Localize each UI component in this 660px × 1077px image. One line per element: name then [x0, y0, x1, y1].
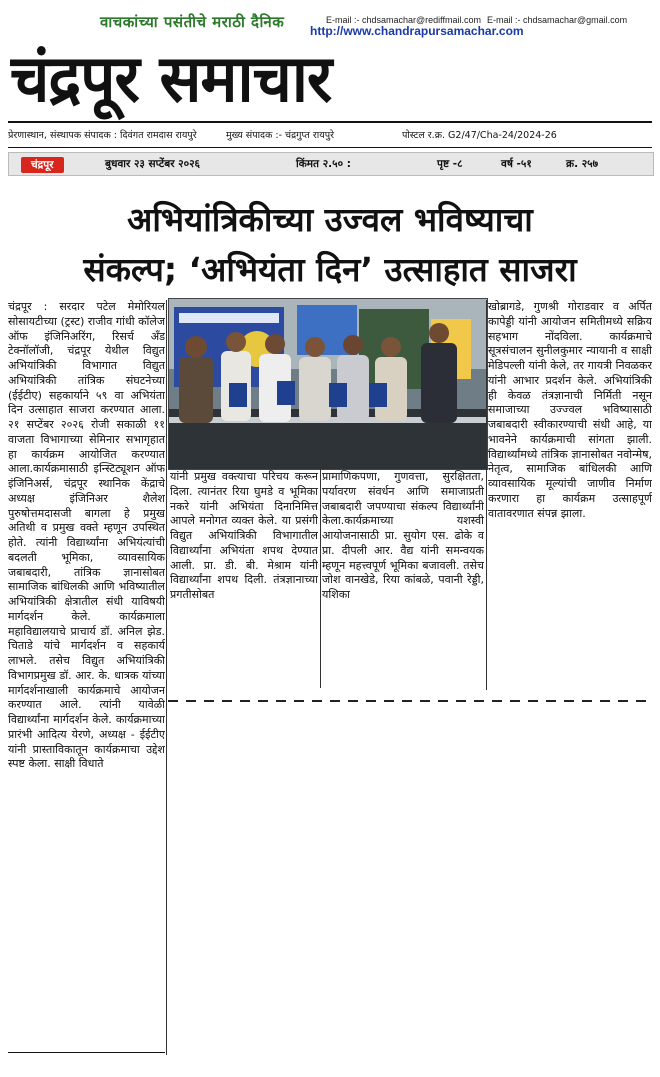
email-gmail: E-mail :- chdsamachar@gmail.com	[487, 15, 628, 25]
issue-price: किंमत २.५० :	[296, 158, 351, 170]
chief-editor: मुख्य संपादक :- चंद्रगुप्त रायपुरे	[226, 130, 334, 141]
column-end-rule	[8, 1052, 165, 1053]
column-2-text: यांनी प्रमुख वक्त्याचा परिचय करून दिला. त्यानंतर रिया घुमडे व भूमिका नकरे यांनी अभियंता दिनानिमित्त आपले मनोगत व्यक्त केले. या प्रसंगी विद्युत अभियांत्रिकी विभागातील विद्यार्थ्यांना अभियंता शपथ देण्यात आली. प्रा. डी. बी. मेश्राम यांनी विद्यार्थ्यांना शपथ दिली. तंत्रज्ञानाच्या प्रगतीसोबत	[170, 470, 318, 601]
editors-line	[8, 128, 652, 144]
column-rule-1	[166, 300, 167, 1055]
column-4-text: खोब्रागडे, गुणश्री गोराडवार व अर्पित कापेड्डी यांनी आयोजन समितीमध्ये सक्रिय सहभाग नोंदविला. कार्यक्रमाचे सूत्रसंचालन सुनीलकुमार न्यायानी व साक्षी मेडिपल्ली यांनी केले, तर गायत्री निवळकर यांनी आभार प्रदर्शन केले. अभियांत्रिकी ही केवळ तंत्रज्ञानाची निर्मिती नसून समाजाच्या उज्ज्वल भविष्यासाठी जबाबदारी स्वीकारण्याची संधी आहे, या भावनेने कार्यक्रमाची सांगता झाली. विद्यार्थ्यांमध्ये तांत्रिक ज्ञानासोबत नवोन्मेष, नेतृत्व, सामाजिक बांधिलकी आणि व्यावसायिक मूल्यांची जाणीव निर्माण करणारा हा कार्यक्रम उत्साहपूर्ण वातावरणात संपन्न झाला.	[488, 300, 652, 520]
column-rule-2	[320, 468, 321, 688]
column-1-text: चंद्रपूर : सरदार पटेल मेमोरियल सोसायटीच्या (ट्रस्ट) राजीव गांधी कॉलेज ऑफ इंजिनिअरिंग, रिसर्च अँड टेक्नॉलॉजी, चंद्रपूर येथील विद्युत अभियांत्रिकी विभागात विद्युत अभियांत्रिकी तांत्रिक संघटनेच्या (ईईटीए) सहकार्याने ५९ वा अभियंता दिन उत्साहात साजरा करण्यात आला. २१ सप्टेंबर २०२६ रोजी सकाळी ११ वाजता विभागाच्या सेमिनार सभागृहात हा कार्यक्रम आयोजित करण्यात आला.कार्यक्रमासाठी इन्स्टिट्यूशन ऑफ इंजिनिअर्स, चंद्रपूर स्थानिक केंद्राचे अध्यक्ष इंजिनिअर शैलेश पुरुषोत्तमदासजी बागला हे प्रमुख अतिथी व प्रमुख वक्ते म्हणून उपस्थित होते. त्यांनी विद्यार्थ्यांना अभियंत्यांची बदलती भूमिका, व्यावसायिक जबाबदारी, तांत्रिक ज्ञानासोबत सामाजिक बांधिलकी आणि भविष्यातील अभियांत्रिकी क्षेत्रातील संधी याविषयी मार्गदर्शन केले. कार्यक्रमाला महाविद्यालयाचे प्राचार्य डॉ. अनिल झेड. चिताडे यांचे मार्गदर्शन व सहकार्य लाभले. तसेच विद्युत अभियांत्रिकी विभागप्रमुख डॉ. आर. के. धात्रक यांच्या मार्गदर्शनाखाली कार्यक्रमाचे आयोजन करण्यात आले. त्यांनी यावेळी विद्यार्थ्यांना मार्गदर्शन केले. कार्यक्रमाच्या प्रारंभी आदित्य येरणे, अध्यक्ष - ईईटीए यांनी प्रास्ताविकातून कार्यक्रमाचा उद्देश स्पष्ट केला. साक्षी विधाते	[8, 300, 165, 771]
headline-line-2: संकल्प; ‘अभियंता दिन’ उत्साहात साजरा	[83, 250, 577, 289]
page-count: पृष्ट -८	[437, 158, 463, 170]
headline-line-1: अभियांत्रिकीच्या उज्वल भविष्याचा	[127, 200, 533, 239]
newspaper-title: चंद्रपूर समाचार	[10, 40, 332, 117]
issue-date: बुधवार २३ सप्टेंबर २०२६	[105, 158, 200, 170]
column-rule-3	[486, 300, 487, 690]
dateline-bar	[8, 152, 654, 176]
city-badge: चंद्रपूर	[21, 157, 64, 173]
website-url: http://www.chandrapursamachar.com	[310, 24, 524, 38]
masthead-tagline: वाचकांच्या पसंतीचे मराठी दैनिक	[100, 13, 285, 31]
event-photo-illustration	[169, 299, 487, 469]
clipping-cut-line	[168, 700, 652, 702]
article-column-2	[170, 470, 318, 688]
article-column-4	[488, 300, 652, 695]
column-3-text: प्रामाणिकपणा, गुणवत्ता, सुरक्षितता, पर्यावरण संवर्धन आणि समाजाप्रती जबाबदारी जपण्याचा संकल्प विद्यार्थ्यांनी केला.कार्यक्रमाच्या यशस्वी आयोजनासाठी प्रा. सुयोग एस. ढोके व प्रा. दीपली आर. वैद्य यांनी समन्वयक म्हणून महत्त्वपूर्ण भूमिका बजावली. तसेच जोश वानखेडे, रिया कांबळे, पवानी रेड्डी, यशिका	[322, 470, 484, 601]
issue-number: क्र. २५७	[566, 158, 599, 170]
article-column-3	[322, 470, 484, 688]
email-rediff: E-mail :- chdsamachar@rediffmail.com	[326, 15, 482, 25]
issue-year: वर्ष -५१	[501, 158, 532, 170]
article-headline	[30, 195, 630, 295]
editors-rule	[8, 147, 652, 148]
masthead-rule	[8, 121, 652, 123]
founder-editor: प्रेरणास्थान, संस्थापक संपादक : दिवंगत रामदास रायपुरे	[8, 130, 197, 141]
article-column-1	[8, 300, 165, 1045]
event-photo	[168, 298, 488, 470]
postal-registration: पोस्टल र.क्र. G2/47/Cha-24/2024-26	[402, 130, 557, 141]
